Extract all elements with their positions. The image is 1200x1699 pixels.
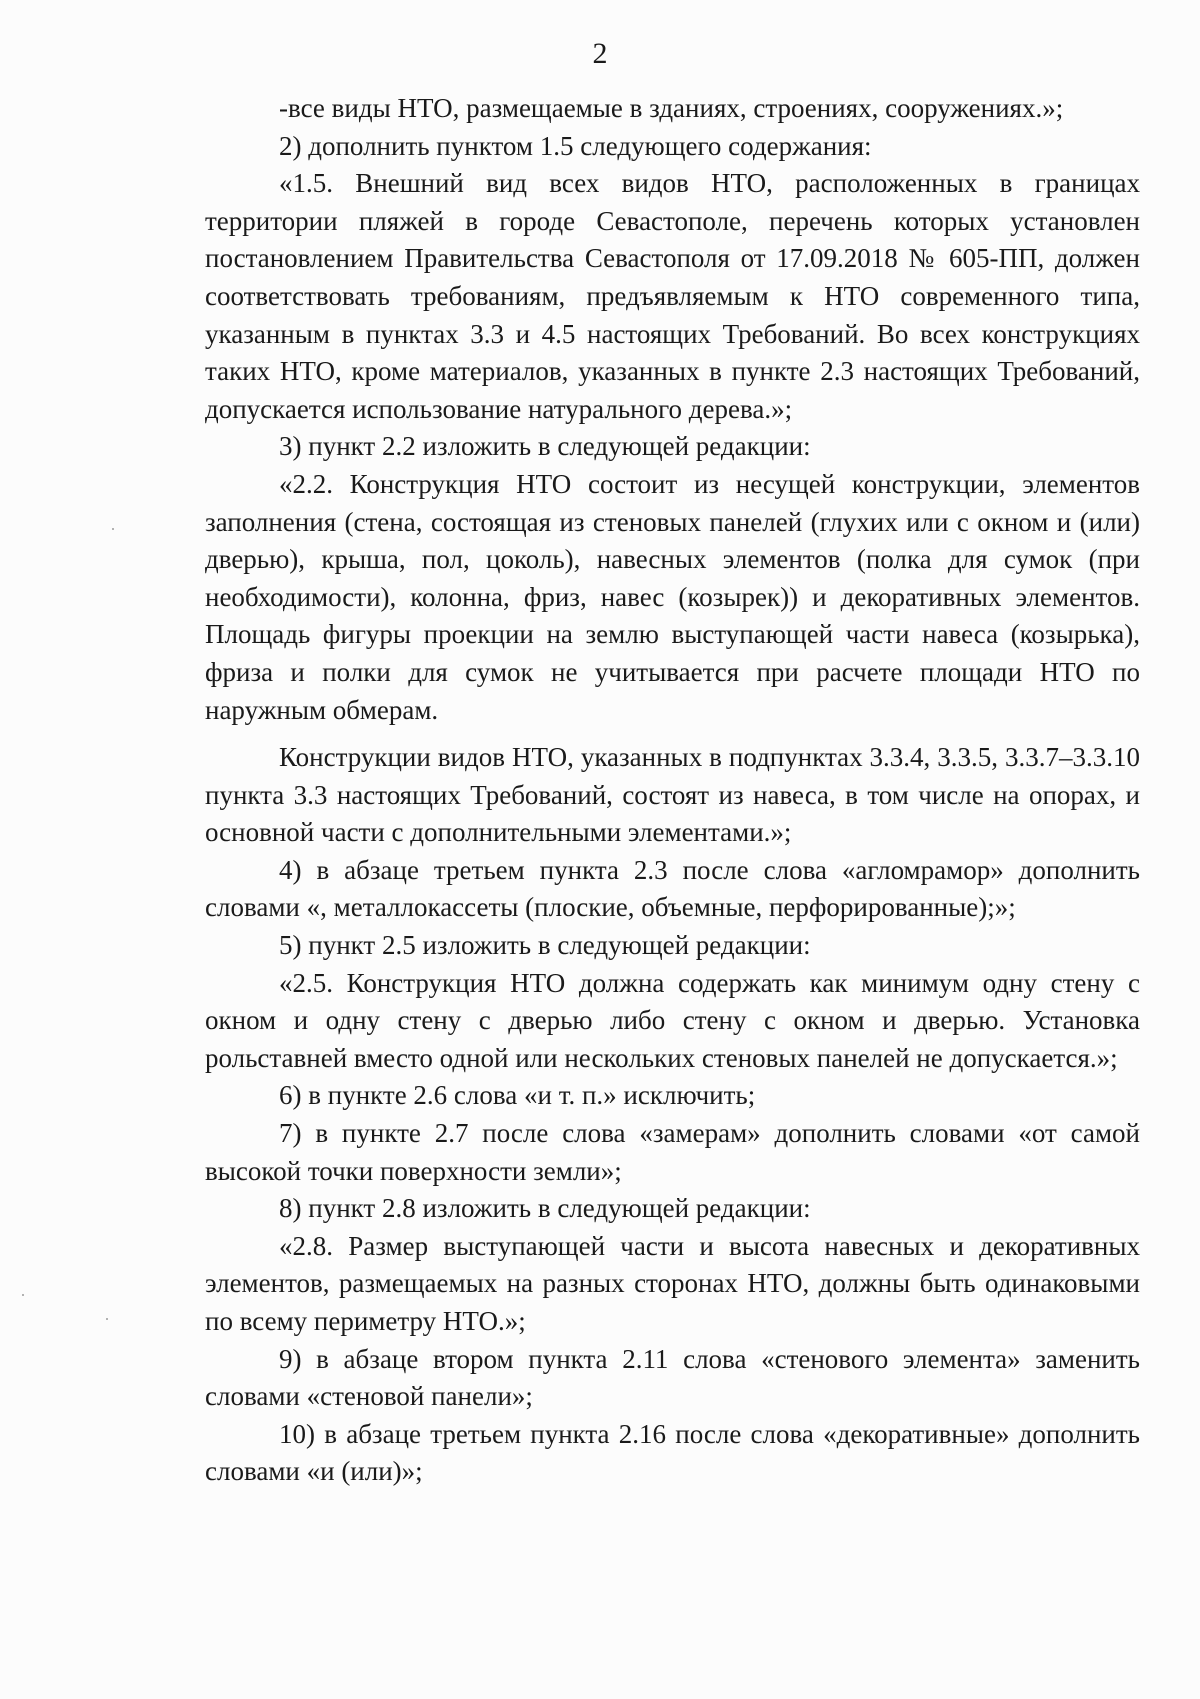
scan-speck: [22, 1294, 24, 1296]
document-body: [205, 90, 1140, 1491]
paragraph-item-10: 10) в абзаце третьем пункта 2.16 после слова «декоративные» дополнить словами «и (или)»;: [205, 1418, 1140, 1487]
paragraph-clause-2-2: «2.2. Конструкция НТО состоит из несущей конструкции, элементов заполнения (стена, состоящая из стеновых панелей (глухих или с окном и (или) дверью), крыша, пол, цоколь), навесных элементов (полка для сумок (при необходимости), колонна, фриз, навес (козырек)) и декоративных элементов. Площадь фигуры проекции на землю выступающей части навеса (козырька), фриза и полки для сумок не учитывается при расчете площади НТО по наружным обмерам.: [205, 468, 1140, 725]
paragraph-item-7: 7) в пункте 2.7 после слова «замерам» дополнить словами «от самой высокой точки поверхности земли»;: [205, 1118, 1140, 1186]
paragraph-item-8: 8) пункт 2.8 изложить в следующей редакции:: [279, 1193, 811, 1224]
paragraph-item-3: 3) пункт 2.2 изложить в следующей редакции:: [279, 431, 811, 462]
paragraph-clause-2-8: «2.8. Размер выступающей части и высота навесных и декоративных элементов, размещаемых на разных сторонах НТО, должны быть одинаковыми по всему периметру НТО.»;: [205, 1230, 1140, 1336]
scan-speck: [112, 528, 114, 530]
scan-speck: [106, 1318, 108, 1320]
paragraph-clause-2-2-continued: Конструкции видов НТО, указанных в подпунктах 3.3.4, 3.3.5, 3.3.7–3.3.10 пункта 3.3 настоящих Требований, состоят из навеса, в том числе на опорах, и основной части с дополнительными элементами.»;: [205, 742, 1140, 848]
paragraph-clause-1-5: «1.5. Внешний вид всех видов НТО, расположенных в границах территории пляжей в городе Севастополе, перечень которых установлен постановлением Правительства Севастополя от 17.09.2018 № 605-ПП, должен соответствовать требованиям, предъявляемым к НТО современного типа, указанным в пунктах 3.3 и 4.5 настоящих Требований. Во всех конструкциях таких НТО, кроме материалов, указанных в пункте 2.3 настоящих Требований, допускается использование натурального дерева.»;: [205, 168, 1140, 424]
page-number: 2: [592, 37, 608, 70]
paragraph-clause-2-5: «2.5. Конструкция НТО должна содержать как минимум одну стену с окном и одну стену с дверью либо стену с окном и дверью. Установка рольставней вместо одной или нескольких стеновых панелей не допускается.»;: [205, 967, 1140, 1073]
paragraph-item-4: 4) в абзаце третьем пункта 2.3 после слова «агломрамор» дополнить словами «, металлокассеты (плоские, объемные, перфорированные);»;: [205, 854, 1140, 923]
paragraph-list-end: -все виды НТО, размещаемые в зданиях, строениях, сооружениях.»;: [279, 93, 1064, 123]
paragraph-item-5: 5) пункт 2.5 изложить в следующей редакции:: [279, 930, 811, 961]
paragraph-item-6: 6) в пункте 2.6 слова «и т. п.» исключить;: [279, 1080, 756, 1111]
paragraph-item-2: 2) дополнить пунктом 1.5 следующего содержания:: [279, 130, 872, 161]
paragraph-item-9: 9) в абзаце втором пункта 2.11 слова «стенового элемента» заменить словами «стеновой панели»;: [205, 1343, 1140, 1412]
